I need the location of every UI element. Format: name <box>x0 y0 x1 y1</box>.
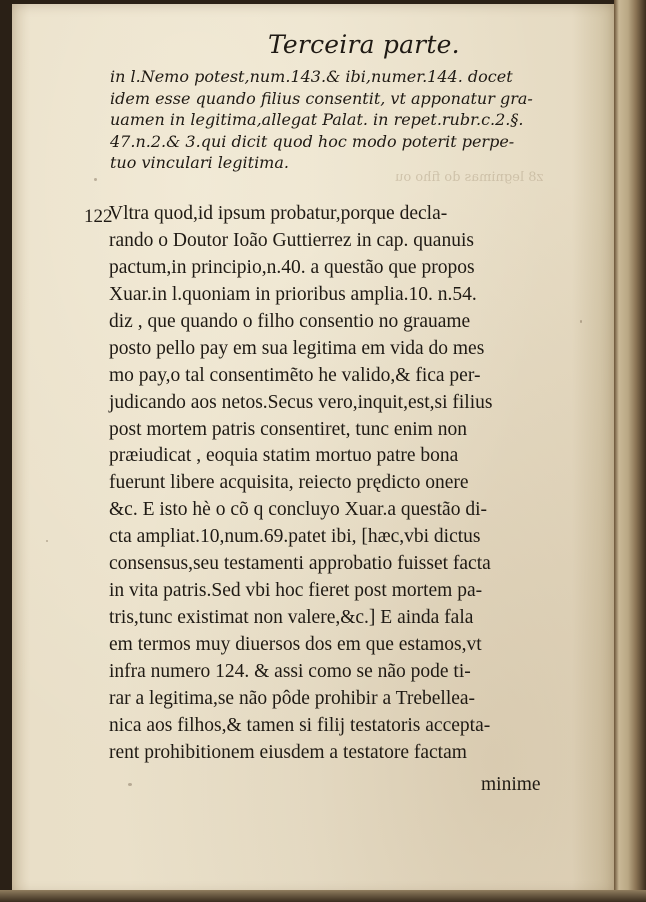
body-line: rar a legitima,se não pôde prohibir a Trebellea- <box>109 687 476 709</box>
page-bottom-edge <box>0 890 646 902</box>
body-line: post mortem patris consentiret, tunc enim non <box>109 418 467 440</box>
catchword: minime <box>481 774 541 795</box>
body-line: rent prohibitionem eiusdem a testatore factam <box>109 741 467 763</box>
body-line: cta ampliat.10,num.69.patet ibi, [hæc,vbi dictus <box>109 526 481 548</box>
body-line: posto pello pay em sua legitima em vida do mes <box>109 337 485 359</box>
note-line: 47.n.2.& 3.qui dicit quod hoc modo poterit perpe- <box>110 131 515 151</box>
body-line: tris,tunc existimat non valere,&c.] E ainda fala <box>109 607 474 629</box>
note-line: idem esse quando filius consentit, vt apponatur gra- <box>110 88 533 108</box>
body-line: &c. E isto hè o cõ q concluyo Xuar.a questão di- <box>109 499 487 521</box>
body-line: infra numero 124. & assi como se não pode ti- <box>109 660 471 682</box>
body-line: diz , que quando o filho consentio no grauame <box>109 310 471 332</box>
note-line: tuo vinculari legitima. <box>110 153 289 173</box>
body-line: rando o Doutor Ioão Guttierrez in cap. quanuis <box>109 229 474 251</box>
paper-speck <box>128 783 132 786</box>
body-line: Xuar.in l.quoniam in prioribus amplia.10. n.54. <box>109 283 477 305</box>
body-line: mo pay,o tal consentimẽto he valido,& fica per- <box>109 364 481 386</box>
note-line: in l.Nemo potest,num.143.& ibi,numer.144. docet <box>110 67 513 86</box>
running-header: Terceira parte. <box>268 30 460 59</box>
body-line: præiudicat , eoquia statim mortuo patre bona <box>109 445 459 467</box>
body-line: judicando aos netos.Secus vero,inquit,est,si filius <box>109 391 493 413</box>
note-line: uamen in legitima,allegat Palat. in repet.rubr.c.2.§. <box>110 110 524 130</box>
paper-speck <box>46 540 48 542</box>
binding-gutter <box>614 0 646 902</box>
body-line: pactum,in principio,n.40. a questão que propos <box>109 256 475 278</box>
body-line: consensus,seu testamenti approbatio fuisset facta <box>109 553 491 575</box>
body-text-block <box>109 201 569 767</box>
paper-speck <box>94 178 97 181</box>
italic-note-block <box>110 66 570 174</box>
bleed-through-text: z8 legnimas do fiho ou <box>395 170 544 185</box>
body-line: Vltra quod,id ipsum probatur,porque decla- <box>109 203 448 224</box>
body-line: nica aos filhos,& tamen si filij testatoris accepta- <box>109 714 491 736</box>
body-line: fuerunt libere acquisita, reiecto prędicto onere <box>109 472 469 494</box>
body-line: em termos muy diuersos dos em que estamos,vt <box>109 634 482 655</box>
body-line: in vita patris.Sed vbi hoc fieret post mortem pa- <box>109 580 483 602</box>
paper-speck <box>580 320 582 323</box>
paragraph-number: 122 <box>84 206 113 227</box>
